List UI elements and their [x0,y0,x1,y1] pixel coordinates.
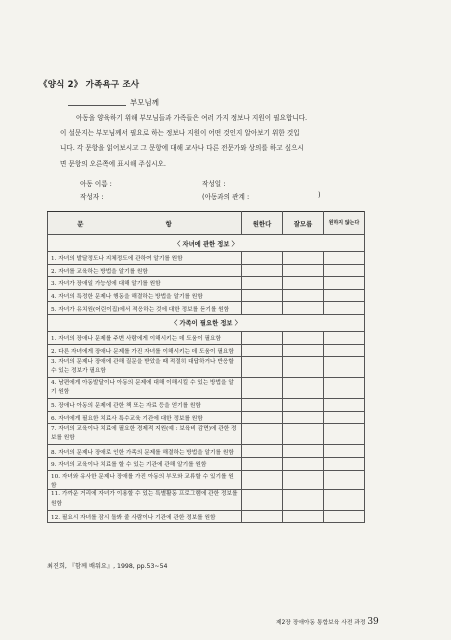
name-blank-line [68,105,126,106]
answer-cell-dont-want[interactable] [324,399,365,412]
question-text: 6. 자녀에게 필요한 치료사 특수교육 기관에 대한 정보를 원함 [48,411,242,424]
answer-cell-want[interactable] [242,344,283,357]
answer-cell-dont-want[interactable] [324,289,365,302]
table-row [48,457,365,470]
intro-line: 이 설문지는 부모님께서 필요로 하는 정보나 지원이 어떤 것인지 알아보기 위한 것입 [60,129,300,138]
section-title: 〈 가족이 필요한 정보 〉 [48,314,365,331]
answer-cell-dont-want[interactable] [324,411,365,424]
page-footer [276,617,379,627]
answer-cell-dont-want[interactable] [324,252,365,265]
answer-cell-dont-want[interactable] [324,357,365,378]
answer-cell-dont-want[interactable] [324,331,365,344]
answer-cell-dont-want[interactable] [324,489,365,510]
answer-cell-dont-want[interactable] [324,470,365,489]
table-row [48,344,365,357]
question-text: 3. 자녀가 장애일 가능성에 대해 알기를 원함 [48,277,242,290]
answer-cell-want[interactable] [242,424,283,445]
answer-cell-unsure[interactable] [283,357,324,378]
question-text: 4. 남편에게 아동발달이나 아동의 문제에 대해 이해시킬 수 있는 방법을 알기 원함 [48,378,242,399]
answer-cell-dont-want[interactable] [324,264,365,277]
table-row [48,378,365,399]
chapter-title: 제2장 장애아동 통합보육 사전 과정 [276,620,366,626]
answer-cell-dont-want[interactable] [324,277,365,290]
question-text: 10. 자녀와 유사한 문제나 장애를 가진 아동의 부모와 교류할 수 있기를 원함 [48,470,242,489]
answer-cell-unsure[interactable] [283,470,324,489]
intro-text [62,111,402,172]
intro-line: 아동을 양육하기 위해 부모님들과 가족들은 여러 가지 정보나 지원이 필요합니다. [76,114,308,122]
section-title: 〈 자녀에 관한 정보 〉 [48,235,365,252]
table-row [48,264,365,277]
answer-cell-unsure[interactable] [283,277,324,290]
header-dont-want: 원하지 않는다 [324,212,365,235]
answer-cell-want[interactable] [242,445,283,458]
question-text: 7. 자녀의 교육이나 치료에 필요한 경제적 지원(예 : 보육비 감면)에 관한 정보를 원함 [48,424,242,445]
question-text: 5. 장애나 아동의 문제에 관한 책 또는 자료 등을 얻기를 원함 [48,399,242,412]
question-text: 2. 다른 자녀에게 장애나 문제를 가진 자녀를 이해시키는 데 도움이 필요함 [48,344,242,357]
answer-cell-unsure[interactable] [283,457,324,470]
page-title: 《양식 2》 가족욕구 조사 [39,80,140,90]
answer-cell-unsure[interactable] [283,252,324,265]
table-row [48,489,365,510]
answer-cell-want[interactable] [242,331,283,344]
question-text: 11. 가까운 거리에 자녀가 이용할 수 있는 특별활동 프로그램에 관한 정보를 원함 [48,489,242,510]
table-row [48,289,365,302]
answer-cell-dont-want[interactable] [324,344,365,357]
relation-close: ) [318,191,321,199]
table-row [48,331,365,344]
answer-cell-dont-want[interactable] [324,510,365,523]
question-text: 12. 필요시 자녀를 잠시 돌봐 줄 사람이나 기관에 관한 정보를 원함 [48,510,242,523]
answer-cell-unsure[interactable] [283,445,324,458]
answer-cell-want[interactable] [242,252,283,265]
source-citation: 최진희, 『함께 배워요』, 1998, pp.53~54 [47,563,168,570]
question-text: 2. 자녀를 교육하는 방법을 알기를 원함 [48,264,242,277]
header-row [48,212,365,235]
answer-cell-want[interactable] [242,302,283,315]
intro-line: 면 문항의 오른쪽에 표시해 주십시오. [60,159,167,168]
answer-cell-unsure[interactable] [283,489,324,510]
relation-label: (아동과의 관계 : [202,193,250,201]
author-label: 작성자 : [80,193,104,201]
table-row [48,357,365,378]
table-row [48,510,365,523]
question-text: 1. 자녀의 장애나 문제를 주변 사람에게 이해시키는 데 도움이 필요함 [48,331,242,344]
question-text: 4. 자녀의 특정한 문제나 행동을 해결하는 방법을 알기를 원함 [48,289,242,302]
header-unsure: 잘모름 [283,212,324,235]
table-row [48,424,365,445]
answer-cell-want[interactable] [242,510,283,523]
answer-cell-want[interactable] [242,277,283,290]
answer-cell-want[interactable] [242,470,283,489]
answer-cell-dont-want[interactable] [324,424,365,445]
answer-cell-dont-want[interactable] [324,445,365,458]
answer-cell-want[interactable] [242,289,283,302]
answer-cell-unsure[interactable] [283,264,324,277]
parent-salutation: 부모님께 [130,98,159,107]
table-row [48,445,365,458]
intro-line: 니다. 각 문항을 읽어보시고 그 문항에 대해 교사나 다른 전문가와 상의를 하고 싶으시 [60,144,304,153]
answer-cell-want[interactable] [242,378,283,399]
table-row [48,399,365,412]
answer-cell-want[interactable] [242,489,283,510]
question-text: 5. 자녀가 유치원(어린이집)에서 적응하는 것에 대한 정보를 듣기를 원함 [48,302,242,315]
answer-cell-want[interactable] [242,264,283,277]
answer-cell-unsure[interactable] [283,424,324,445]
table-row [48,470,365,489]
table-row [48,252,365,265]
answer-cell-want[interactable] [242,457,283,470]
answer-cell-dont-want[interactable] [324,302,365,315]
answer-cell-dont-want[interactable] [324,457,365,470]
answer-cell-want[interactable] [242,357,283,378]
answer-cell-want[interactable] [242,411,283,424]
answer-cell-unsure[interactable] [283,411,324,424]
answer-cell-unsure[interactable] [283,302,324,315]
answer-cell-unsure[interactable] [283,344,324,357]
child-name-label: 아동 이름 : [80,180,112,188]
header-item: 문 항 [48,212,242,235]
answer-cell-dont-want[interactable] [324,378,365,399]
answer-cell-unsure[interactable] [283,510,324,523]
table-row [48,277,365,290]
header-want: 원한다 [242,212,283,235]
answer-cell-unsure[interactable] [283,331,324,344]
date-label: 작성일 : [202,180,226,188]
question-text: 9. 자녀의 교육이나 치료를 할 수 있는 기관에 관해 알기를 원함 [48,457,242,470]
question-text: 3. 자녀의 문제나 장애에 관해 질문을 받았을 때 적절히 대답하거나 반응할 수 있는 정보가 필요함 [48,357,242,378]
answer-cell-unsure[interactable] [283,378,324,399]
table-row [48,411,365,424]
needs-survey-table [47,211,365,523]
table-row [48,302,365,315]
answer-cell-unsure[interactable] [283,399,324,412]
question-text: 8. 자녀의 문제나 장애로 인한 가족의 문제를 해결하는 방법을 알기를 원함 [48,445,242,458]
question-text: 1. 자녀의 발달정도나 지체정도에 관하여 알기를 원함 [48,252,242,265]
page-number: 39 [367,617,379,627]
answer-cell-unsure[interactable] [283,289,324,302]
answer-cell-want[interactable] [242,399,283,412]
